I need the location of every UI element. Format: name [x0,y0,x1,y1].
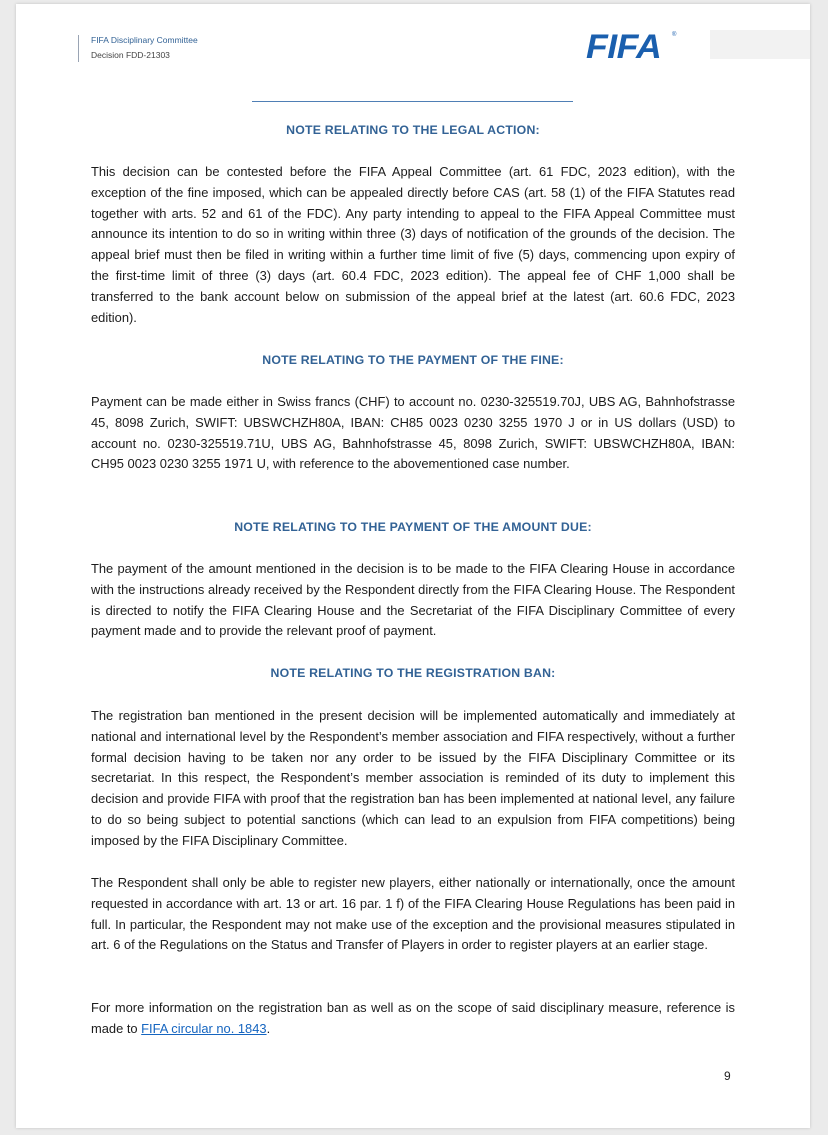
page-number: 9 [724,1069,731,1083]
fifa-logo: FIFA [586,28,662,66]
paragraph-registration-ban-1: The registration ban mentioned in the present decision will be implemented automatically and immediately at national and international level by the Respondent’s member association and FIFA respectively, without a further formal decision having to be taken nor any order to be issued by the FIFA Disciplinary Committee or its secretariat. In this respect, the Respondent’s member association is reminded of its duty to implement this decision and provide FIFA with proof that the registration ban has been implemented at national level, any failure to do so being subject to potential sanctions (which can lead to an expulsion from FIFA competitions) being imposed by the FIFA Disciplinary Committee. [91,708,735,848]
section-separator [252,101,573,102]
paragraph-registration-ban-2: The Respondent shall only be able to register new players, either nationally or internationally, once the amount requested in accordance with art. 13 or art. 16 par. 1 f) of the FIFA Clearing House Regulations has been paid in full. In particular, the Respondent may not make use of the exception and the provisional measures stipulated in art. 6 of the Regulations on the Status and Transfer of Players in order to register players at an earlier stage. [91,875,735,953]
heading-payment-amount: NOTE RELATING TO THE PAYMENT OF THE AMOUNT DUE: [234,520,592,534]
heading-registration-ban: NOTE RELATING TO THE REGISTRATION BAN: [270,666,556,680]
paragraph-legal-action: This decision can be contested before the FIFA Appeal Committee (art. 61 FDC, 2023 edition), with the exception of the fine imposed, which can be appealed directly before CAS (art. 58 (1) of the FIFA Statutes read together with arts. 52 and 61 of the FDC). Any party intending to appeal to the FIFA Appeal Committee must announce its intention to do so in writing within three (3) days of notification of the grounds of the decision. The appeal brief must then be filed in writing within a further time limit of five (5) days, commencing upon expiry of the first-time limit of three (3) days (art. 60.4 FDC, 2023 edition). The appeal fee of CHF 1,000 shall be transferred to the bank account below on submission of the appeal brief at the latest (art. 60.6 FDC, 2023 edition). [91,164,735,325]
logo-registered-mark: ® [672,32,677,38]
paragraph-text: For more information on the registration ban as well as on the scope of said disciplinary measure, reference is made to [91,1000,735,1036]
header-decision-number: Decision FDD-21303 [91,50,170,60]
header-committee: FIFA Disciplinary Committee [91,35,198,45]
heading-legal-action: NOTE RELATING TO THE LEGAL ACTION: [286,123,540,137]
paragraph-registration-ban-3 [91,998,735,1040]
paragraph-payment-amount: The payment of the amount mentioned in the decision is to be made to the FIFA Clearing House in accordance with the instructions already received by the Respondent directly from the FIFA Clearing House. The Respondent is directed to notify the FIFA Clearing House and the Secretariat of the FIFA Disciplinary Committee of every payment made and to provide the relevant proof of payment. [91,561,735,639]
header-tab-block [710,30,810,59]
heading-payment-fine: NOTE RELATING TO THE PAYMENT OF THE FINE: [262,353,564,367]
fifa-circular-link[interactable]: FIFA circular no. 1843 [141,1020,267,1036]
paragraph-end: . [266,1020,271,1036]
header-divider [78,35,79,62]
paragraph-payment-fine: Payment can be made either in Swiss francs (CHF) to account no. 0230-325519.70J, UBS AG, Bahnhofstrasse 45, 8098 Zurich, SWIFT: UBSWCHZH80A, IBAN: CH85 0023 0230 3255 1970 J or in US dollars (USD) to account no. 0230-325519.71U, UBS AG, Bahnhofstrasse 45, 8098 Zurich, SWIFT: UBSWCHZH80A, IBAN: CH95 0023 0230 3255 1971 U, with reference to the abovementioned case number. [91,394,735,472]
document-page [16,4,810,1128]
